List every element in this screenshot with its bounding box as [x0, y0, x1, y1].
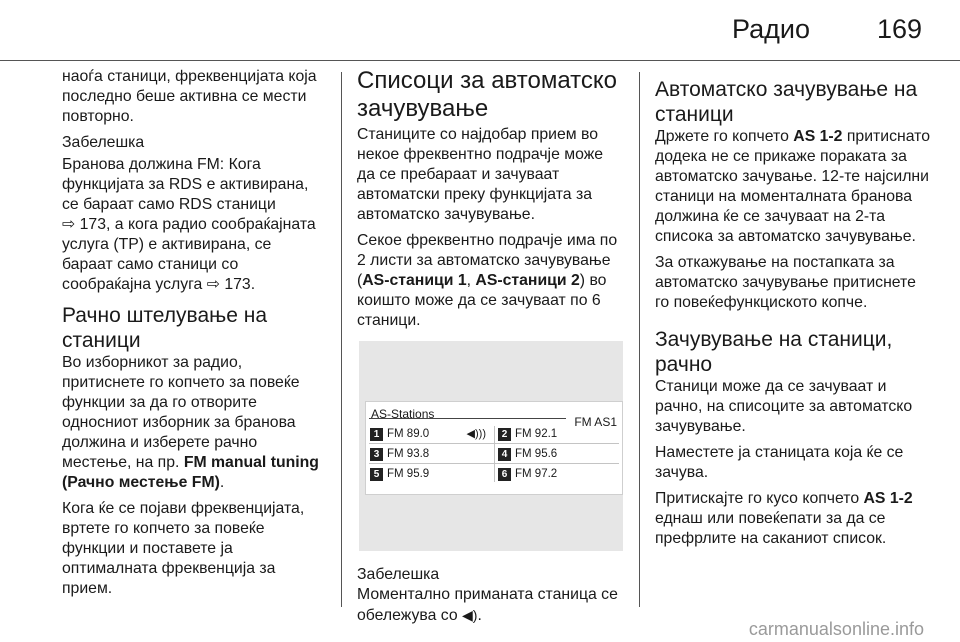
- title-underline: [369, 418, 566, 419]
- paragraph: За откажување на постапката за автоматско зачувување притиснете го повеќефункциското копче.: [655, 254, 916, 311]
- row-divider: [369, 443, 619, 444]
- station-preset-3: 3 FM 93.8: [370, 446, 490, 462]
- paragraph: Наместете ја станицата која ќе се зачува.: [655, 444, 904, 481]
- station-preset-2: 2 FM 92.1: [498, 426, 618, 442]
- note-heading: Забелешка: [62, 134, 145, 151]
- column-right: [655, 67, 930, 555]
- band-mode-label: FM AS1: [572, 412, 619, 432]
- note-text: Бранова должина FM: Кога функцијата за RDS е активирана, се бараат само RDS станици ⇨ 173, а кога радио сообраќајната услуга (TP) е активирана, се бараат само станици со сообраќајна услуга ⇨ 173.: [62, 156, 316, 293]
- column-left: [62, 67, 324, 605]
- station-preset-5: 5 FM 95.9: [370, 466, 490, 482]
- paragraph: Станици може да се зачуваат и рачно, на списоците за автоматско зачувување.: [655, 378, 913, 435]
- station-preset-1: 1 FM 89.0 ◀))): [370, 426, 490, 442]
- speaker-icon: ◀): [462, 607, 478, 623]
- reference-arrow-icon: ⇨: [62, 216, 76, 233]
- note-text: Моментално приманата станица се обележува со ◀).: [357, 586, 618, 624]
- page-number: 169: [876, 14, 922, 44]
- paragraph: Секое фреквентно подрачје има по 2 листи за автоматско зачувување (AS-станици 1, AS-станици 2) во коишто може да се зачуваат по 6 станици.: [357, 232, 618, 329]
- heading-manual-store: Зачувување на станици, рачно: [655, 328, 893, 376]
- heading-autostore: Автоматско зачувување на станици: [655, 78, 918, 126]
- section-title: Радио: [732, 14, 810, 44]
- radio-display-screenshot: [359, 341, 623, 551]
- station-preset-4: 4 FM 95.6: [498, 446, 618, 462]
- paragraph: Кога ќе се појави фреквенцијата, вртете го копчето за повеќе функции и поставете ја оптималната фреквенција за прием.: [62, 500, 305, 597]
- station-grid-divider: [494, 426, 495, 482]
- as-stations-title: AS-Stations: [371, 407, 435, 421]
- row-divider: [369, 463, 619, 464]
- paragraph: Притискајте го кусо копчето AS 1-2 еднаш или повеќепати за да се префрлите на саканиот список.: [655, 490, 913, 547]
- paragraph: Држете го копчето AS 1-2 притиснато додека не се прикаже пораката за автоматско зачување. 12-те најсилни станици на моменталната бранова должина ќе се зачуваат на 2-та списока за автоматско зачувување.: [655, 128, 930, 245]
- as-stations-panel: [365, 401, 623, 495]
- heading-manual-tuning: Рачно штелување на станици: [62, 304, 267, 352]
- speaker-icon: ◀))): [466, 428, 486, 440]
- paragraph: Станиците со најдобар прием во некое фреквентно подрачје може да се пребараат и зачуваат автоматски преку функцијата за автоматско зачувување.: [357, 126, 604, 223]
- note-heading: Забелешка: [357, 566, 440, 583]
- column-divider-1: [341, 72, 342, 607]
- reference-arrow-icon: ⇨: [206, 276, 220, 293]
- column-divider-2: [639, 72, 640, 607]
- heading-autostore-lists: Списоци за автоматско зачувување: [357, 67, 617, 122]
- header-divider: [0, 60, 960, 61]
- station-preset-6: 6 FM 97.2: [498, 466, 618, 482]
- column-middle: [357, 67, 625, 632]
- paragraph: наоѓа станици, фреквенцијата која последно беше активна се мести повторно.: [62, 68, 317, 125]
- paragraph: Во изборникот за радио, притиснете го копчето за повеќе функции за да го отворите односниот изборник за бранова должина и изберете рачно местење, на пр. FM manual tuning (Рачно местење FM).: [62, 354, 319, 491]
- watermark-text: carmanualsonline.info: [748, 619, 924, 639]
